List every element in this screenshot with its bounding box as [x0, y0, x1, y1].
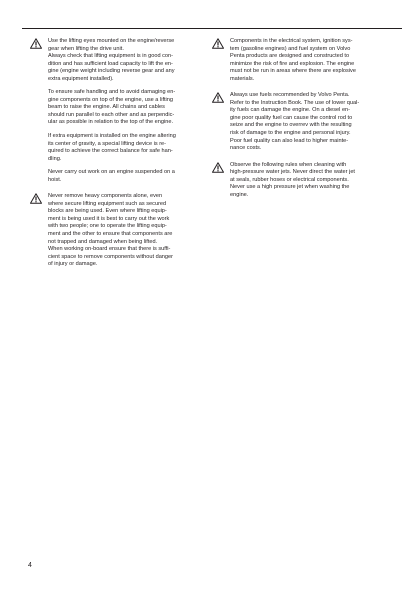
warning-block-electrical — [212, 38, 382, 83]
warning-triangle-icon — [212, 38, 224, 49]
paragraph: Never carry out work on an engine suspended on a hoist. — [48, 169, 175, 183]
warning-block-heavy-components — [30, 193, 198, 268]
warning-block-cleaning — [212, 162, 382, 200]
paragraph: Use the lifting eyes mounted on the engine/reverse gear when lifting the drive unit. Always check that lifting equipment is in good con- dition and has sufficient load capacity to lift the en- gine (engine weight including reverse gear and any extra equipment installed). — [48, 38, 175, 82]
warning-triangle-icon — [212, 92, 224, 103]
paragraph: Never remove heavy components alone, even where secure lifting equipment such as secured blocks are being used. Even where lifting equip- ment is being used it is best to carry out the work with two people; one to operate the lifting equip- ment and the other to ensure that components are not trapped and damaged when being lifted. When working on-board ensure that there is suffi- cient space to remove components without danger of injury or damage. — [48, 193, 173, 268]
paragraph: If extra equipment is installed on the engine altering its center of gravity, a special lifting device is re- quired to achieve the correct balance for safe han- dling. — [48, 133, 176, 162]
paragraph: Components in the electrical system, ignition sys- tem (gasoline engines) and fuel system on Volvo Penta products are designed and constructed to minimize the risk of fire and explosion. The engine must not be run in areas where there are explosive materials. — [230, 38, 356, 82]
page-number: 4 — [28, 562, 32, 569]
right-column — [212, 38, 382, 205]
warning-triangle-icon — [30, 193, 42, 204]
paragraph: Observe the following rules when cleaning with high-pressure water jets. Never direct the water jet at seals, rubber hoses or electrical components. Never use a high pressure jet when washing the engine. — [230, 161, 355, 198]
paragraph: To ensure safe handling and to avoid damaging en- gine components on top of the engine, use a lifting beam to raise the engine. All chains and cables should run parallel to each other and as perpendic- ular as possible in relation to the top of the engine. — [48, 89, 176, 126]
header-rule — [22, 28, 402, 29]
warning-triangle-icon — [30, 38, 42, 49]
paragraph: Always use fuels recommended by Volvo Penta. Refer to the Instruction Book. The use of lower qual- ity fuels can damage the engine. On a diesel en- gine poor quality fuel can cause the control rod to seize and the engine to overrev with the resulting risk of damage to the engine and personal injury. Poor fuel quality can also lead to higher mainte- nance costs. — [230, 92, 360, 152]
left-column — [30, 38, 198, 275]
warning-block-fuels — [212, 92, 382, 152]
warning-triangle-icon — [212, 162, 224, 173]
warning-block-lifting — [30, 38, 198, 184]
